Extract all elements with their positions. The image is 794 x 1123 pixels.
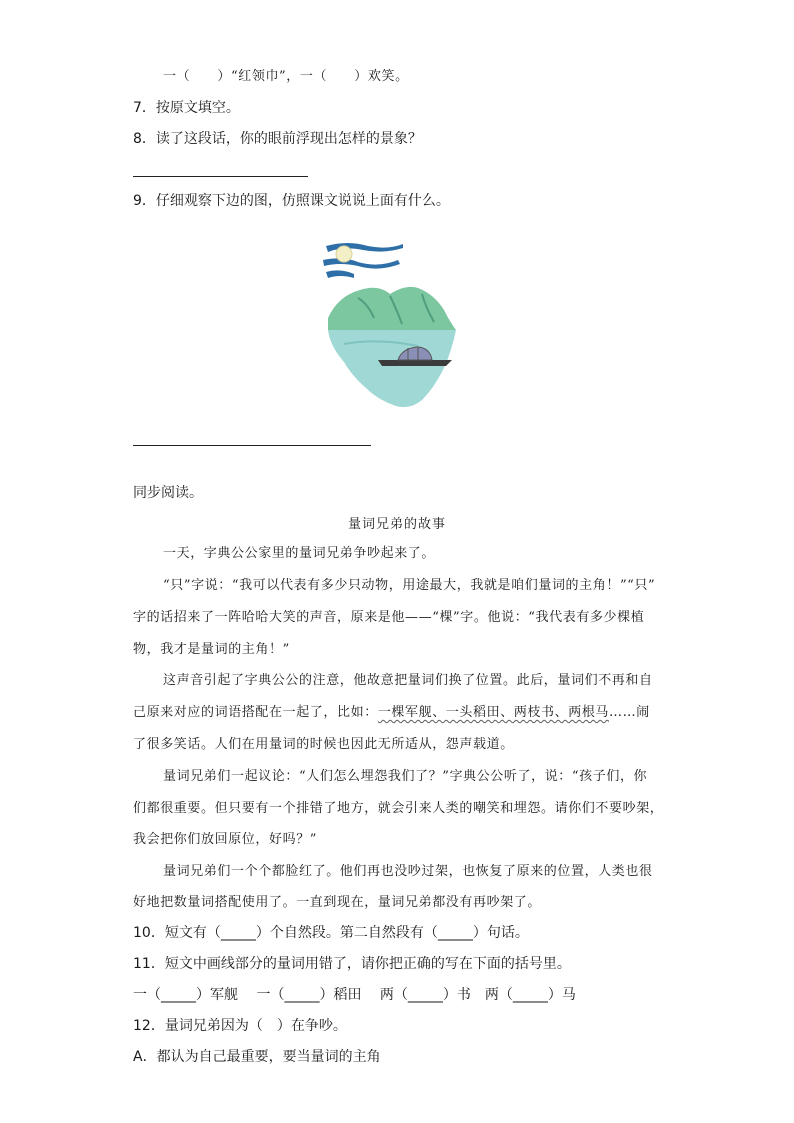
story-p3-line3: 了很多笑话。人们在用量词的时候也因此无所适从，怨声载道。 — [133, 737, 514, 752]
story-p3-line2-end: ……闹 — [609, 705, 650, 720]
moon-icon — [336, 246, 352, 262]
question-11: 11．短文中画线部分的量词用错了，请你把正确的写在下面的括号里。 — [133, 956, 571, 972]
story-p2-line3: 物，我才是量词的主角！” — [133, 642, 290, 657]
story-p5-line1: 量词兄弟们一个个都脸红了。他们再也没吵过架，也恢复了原来的位置，人类也很 — [163, 864, 653, 879]
answer-line-9[interactable] — [133, 445, 371, 446]
section-heading: 同步阅读。 — [133, 485, 203, 501]
sky-stroke — [326, 270, 354, 278]
story-p5-line2: 好地把数量词搭配使用了。一直到现在，量词兄弟都没有再吵架了。 — [133, 895, 542, 910]
boat-icon — [378, 360, 452, 366]
question-11-blanks: 一（_____）军舰 一（_____）稻田 两（_____）书 两（_____）马 — [133, 987, 576, 1003]
story-p2-line1: “只”字说：“我可以代表有多少只动物，用途最大，我就是咱们量词的主角！”“只” — [163, 578, 656, 593]
question-9: 9．仔细观察下边的图，仿照课文说说上面有什么。 — [133, 193, 450, 209]
story-p4-line2: 们都很重要。但只要有一个排错了地方，就会引来人类的嘲笑和埋怨。请你们不要吵架， — [133, 801, 664, 816]
question-12: 12．量词兄弟因为（ ）在争吵。 — [133, 1018, 347, 1034]
story-p4-line3: 我会把你们放回原位，好吗？” — [133, 832, 318, 847]
underlined-measure-words: 一棵军舰、一头稻田、两枝书、两根马 — [377, 705, 610, 720]
q6-tail-line: 一（ ）“红领巾”，一（ ）欢笑。 — [163, 69, 409, 84]
question-7: 7．按原文填空。 — [133, 100, 240, 116]
question-10: 10．短文有（_____）个自然段。第二自然段有（_____）句话。 — [133, 925, 529, 941]
sky-stroke — [323, 258, 400, 268]
story-p3-line1: 这声音引起了字典公公的注意，他故意把量词们换了位置。此后，量词们不再和自 — [163, 673, 653, 688]
story-p1: 一天，字典公公家里的量词兄弟争吵起来了。 — [163, 546, 436, 561]
lake-moon-illustration — [318, 238, 468, 413]
mountain-shape — [328, 287, 456, 330]
question-8: 8．读了这段话，你的眼前浮现出怎样的景象？ — [133, 131, 422, 147]
story-p2-line2: 字的话招来了一阵哈哈大笑的声音，原来是他——“棵”字。他说：“我代表有多少棵植 — [133, 610, 645, 625]
story-p4-line1: 量词兄弟们一起议论：“人们怎么埋怨我们了？”字典公公听了，说：“孩子们，你 — [163, 769, 648, 784]
answer-line-8[interactable] — [133, 176, 308, 177]
story-title: 量词兄弟的故事 — [347, 517, 446, 532]
story-p3-line2 — [133, 703, 650, 723]
story-p3-line2-start: 己原来对应的词语搭配在一起了，比如： — [133, 705, 378, 720]
question-12-option-a: A．都认为自己最重要，要当量词的主角 — [133, 1049, 381, 1065]
